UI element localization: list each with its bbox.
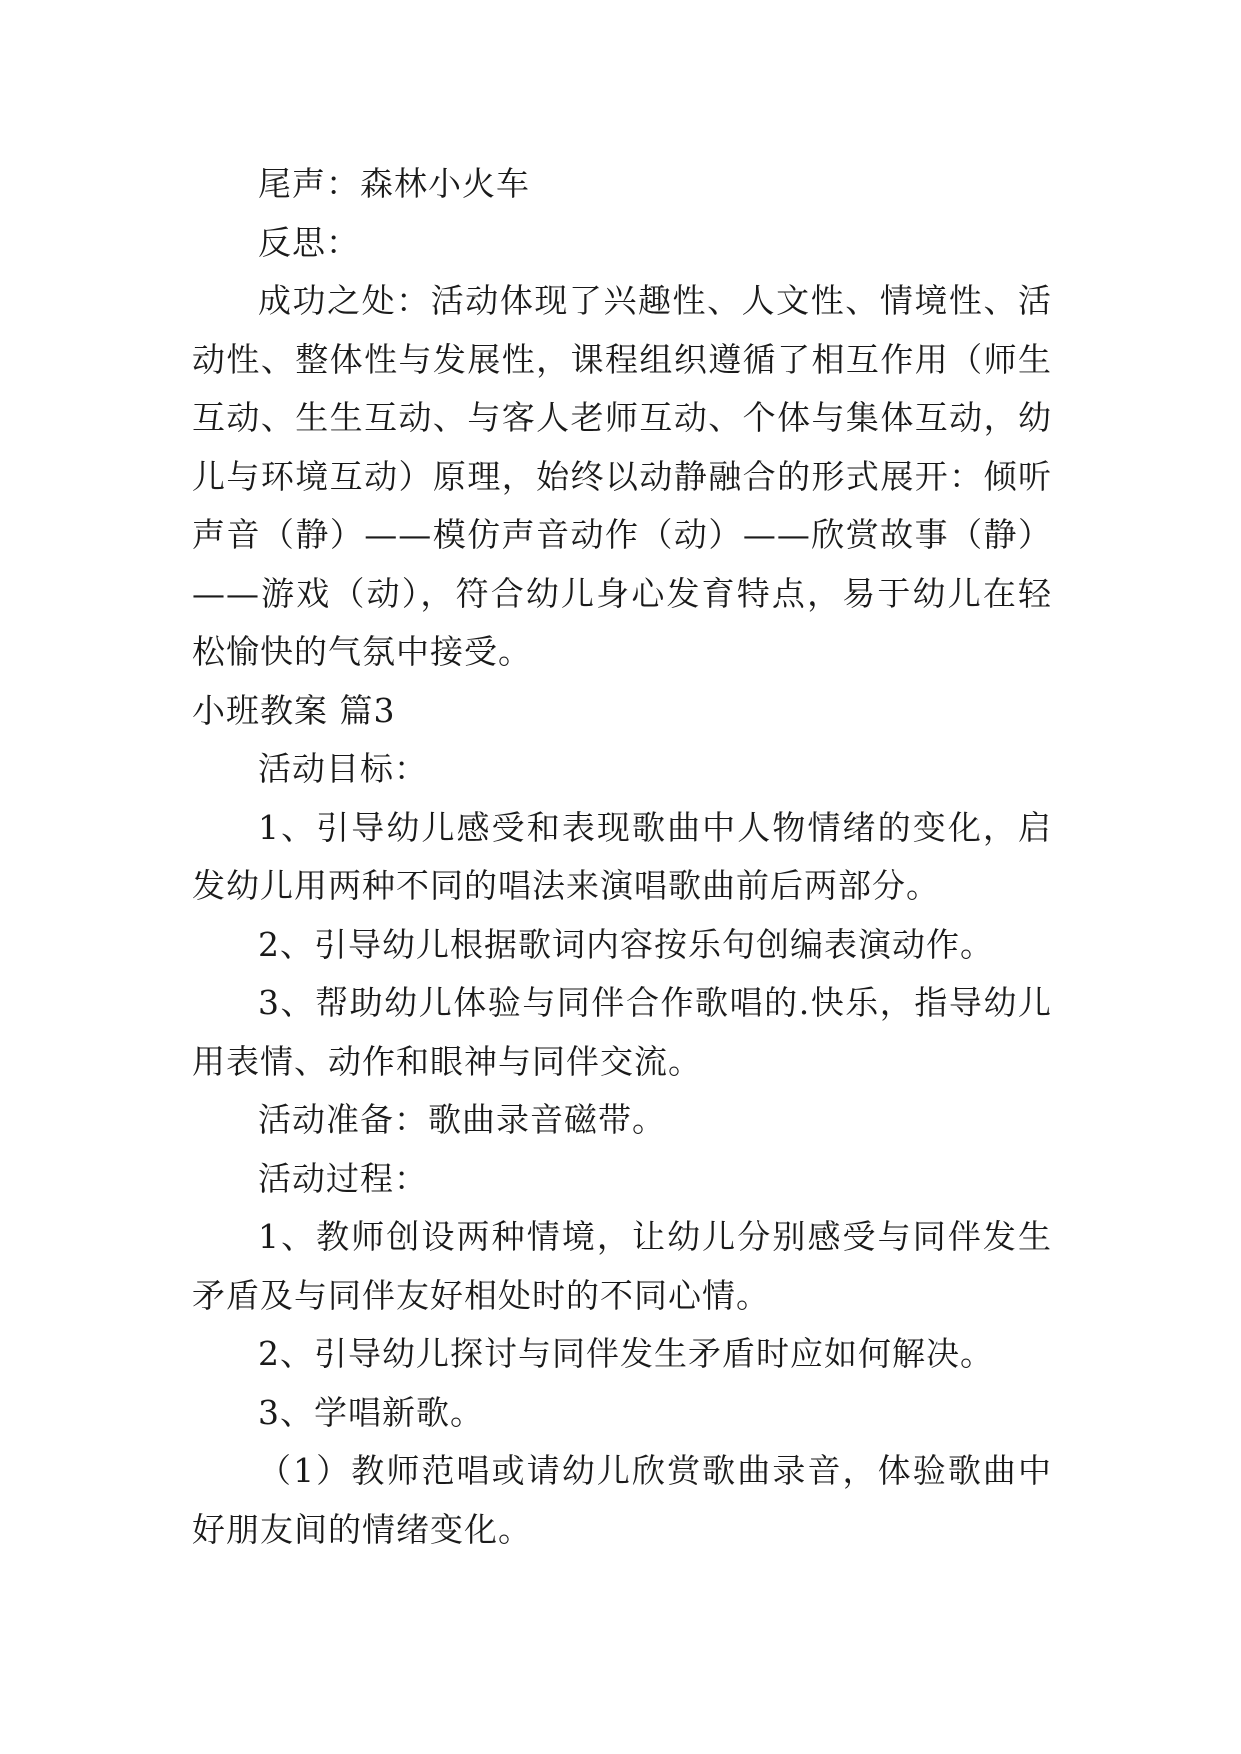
paragraph-success-points: 成功之处：活动体现了兴趣性、人文性、情境性、活动性、整体性与发展性，课程组织遵循了相互作用（师生互动、生生互动、与客人老师互动、个体与集体互动，幼儿与环境互动）原理，始终以动静融合的形式展开：倾听声音（静）——模仿声音动作（动）——欣赏故事（静）——游戏（动），符合幼儿身心发育特点，易于幼儿在轻松愉快的气氛中接受。 <box>192 281 1052 671</box>
paragraph-epilogue: 尾声：森林小火车 <box>258 164 530 203</box>
paragraph-objective-1: 1、引导幼儿感受和表现歌曲中人物情绪的变化，启发幼儿用两种不同的唱法来演唱歌曲前后两部分。 <box>192 807 1052 905</box>
paragraph-reflection-label: 反思： <box>258 222 360 262</box>
document-body <box>192 155 1052 1559</box>
paragraph-process-3: 3、学唱新歌。 <box>258 1392 484 1432</box>
paragraph-process-label: 活动过程： <box>258 1158 428 1198</box>
paragraph-process-2: 2、引导幼儿探讨与同伴发生矛盾时应如何解决。 <box>258 1334 994 1373</box>
paragraph-process-3-1: （1）教师范唱或请幼儿欣赏歌曲录音，体验歌曲中好朋友间的情绪变化。 <box>192 1451 1052 1549</box>
section-heading: 小班教案 篇3 <box>192 690 396 730</box>
paragraph-process-1: 1、教师创设两种情境，让幼儿分别感受与同伴发生矛盾及与同伴友好相处时的不同心情。 <box>192 1217 1052 1315</box>
paragraph-preparation: 活动准备：歌曲录音磁带。 <box>258 1100 666 1139</box>
paragraph-objectives-label: 活动目标： <box>258 749 428 788</box>
paragraph-objective-2: 2、引导幼儿根据歌词内容按乐句创编表演动作。 <box>258 924 994 964</box>
paragraph-objective-3: 3、帮助幼儿体验与同伴合作歌唱的.快乐，指导幼儿用表情、动作和眼神与同伴交流。 <box>192 983 1052 1081</box>
